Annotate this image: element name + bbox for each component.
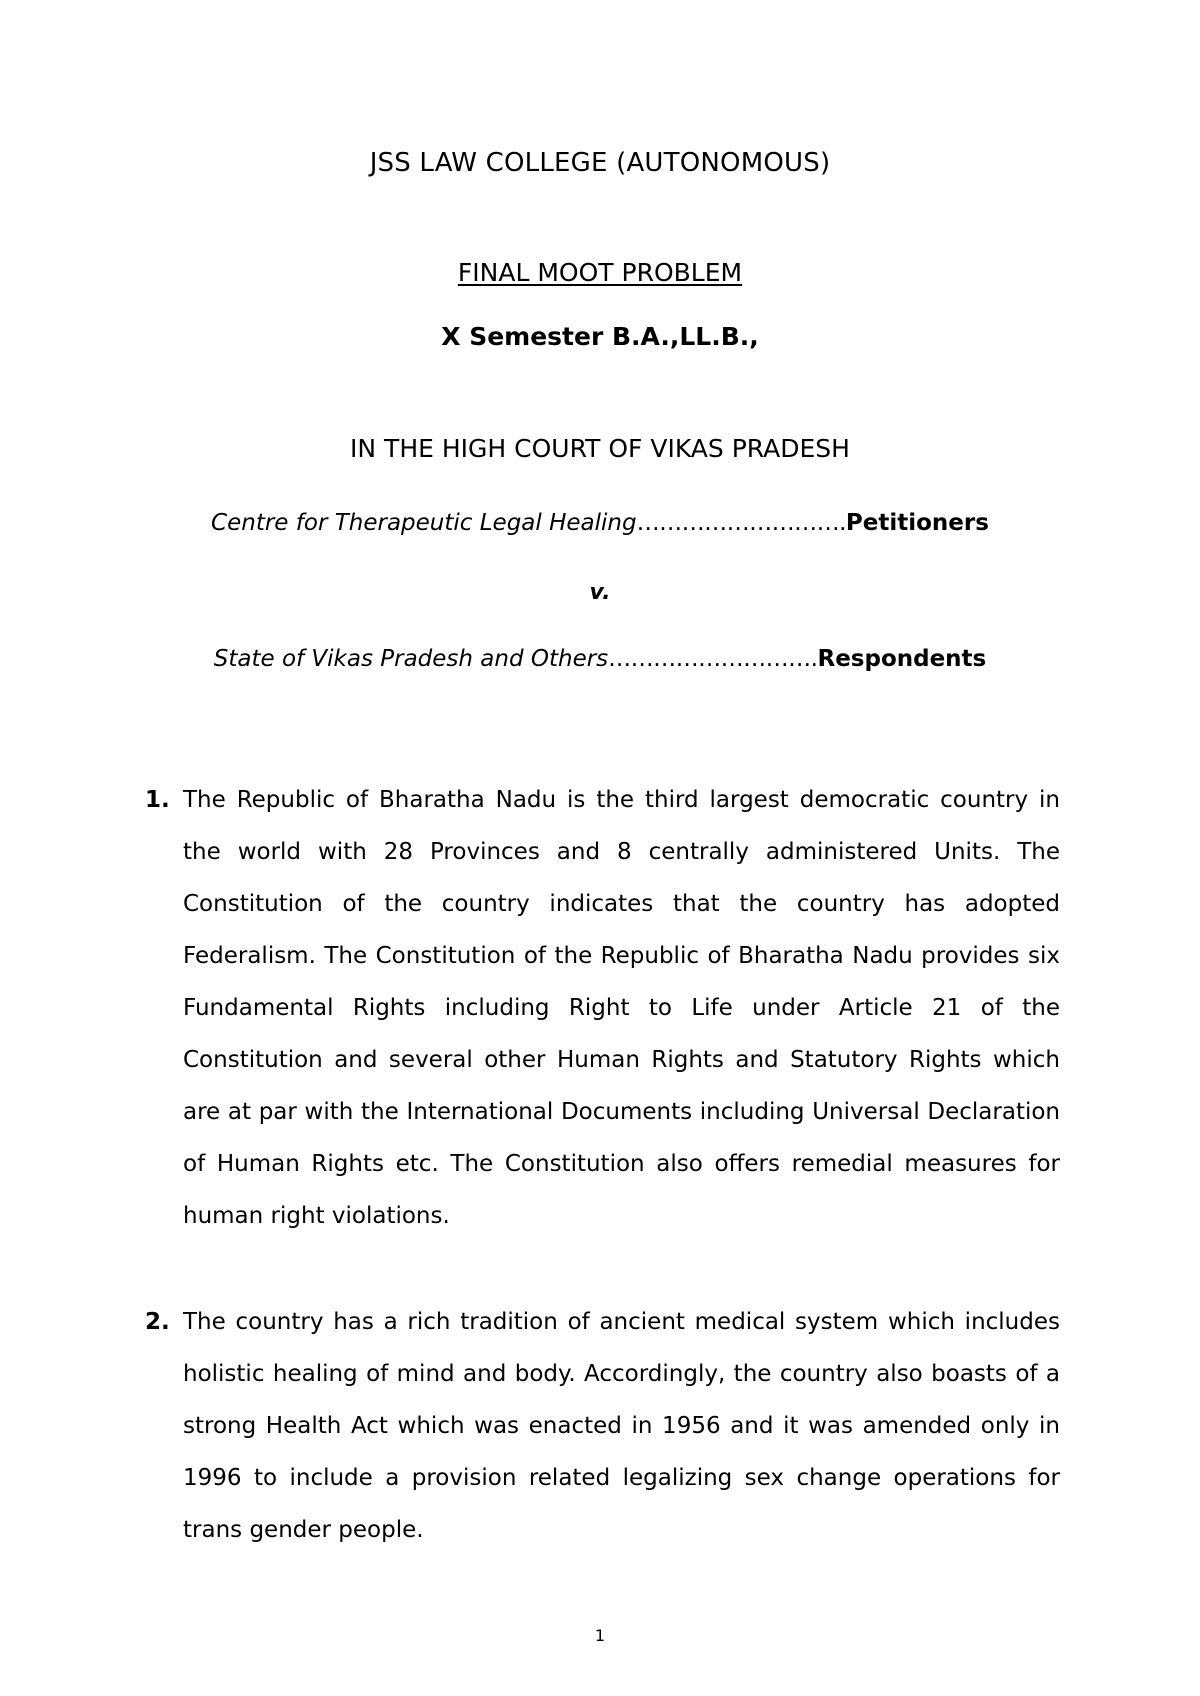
page-number: 1 bbox=[594, 1626, 606, 1645]
petitioner-line bbox=[0, 510, 1200, 536]
problem-title: FINAL MOOT PROBLEM bbox=[457, 258, 743, 287]
petitioner-name: Centre for Therapeutic Legal Healing bbox=[211, 510, 637, 536]
paragraph-2 bbox=[145, 1296, 1060, 1556]
semester-line: X Semester B.A.,LL.B., bbox=[441, 322, 759, 351]
court-title: IN THE HIGH COURT OF VIKAS PRADESH bbox=[350, 434, 850, 463]
paragraph-number: 2. bbox=[145, 1309, 170, 1335]
paragraph-number: 1. bbox=[145, 787, 170, 813]
respondent-line bbox=[0, 646, 1200, 672]
petitioner-dots: ………………………. bbox=[636, 510, 846, 536]
petitioner-role: Petitioners bbox=[845, 510, 989, 536]
paragraph-1 bbox=[145, 774, 1060, 1242]
respondent-dots: ………………………. bbox=[608, 646, 818, 672]
paragraph-text: The country has a rich tradition of ancient medical system which includes holistic healing of mind and body. Accordingly, the country also boasts of a strong Health Act which was enacted in 1956 and it was amended only in 1996 to include a provision related legalizing sex change operations for trans gender people. bbox=[183, 1309, 1060, 1543]
versus-label: v. bbox=[589, 580, 611, 605]
respondent-role: Respondents bbox=[817, 646, 987, 672]
paragraph-text: The Republic of Bharatha Nadu is the third largest democratic country in the world with 28 Provinces and 8 centrally administered Units. The Constitution of the country indicates that the country has adopted Federalism. The Constitution of the Republic of Bharatha Nadu provides six Fundamental Rights including Right to Life under Article 21 of the Constitution and several other Human Rights and Statutory Rights which are at par with the International Documents including Universal Declaration of Human Rights etc. The Constitution also offers remedial measures for human right violations. bbox=[183, 787, 1060, 1229]
college-name: JSS LAW COLLEGE (AUTONOMOUS) bbox=[369, 148, 831, 178]
respondent-name: State of Vikas Pradesh and Others bbox=[213, 646, 609, 672]
